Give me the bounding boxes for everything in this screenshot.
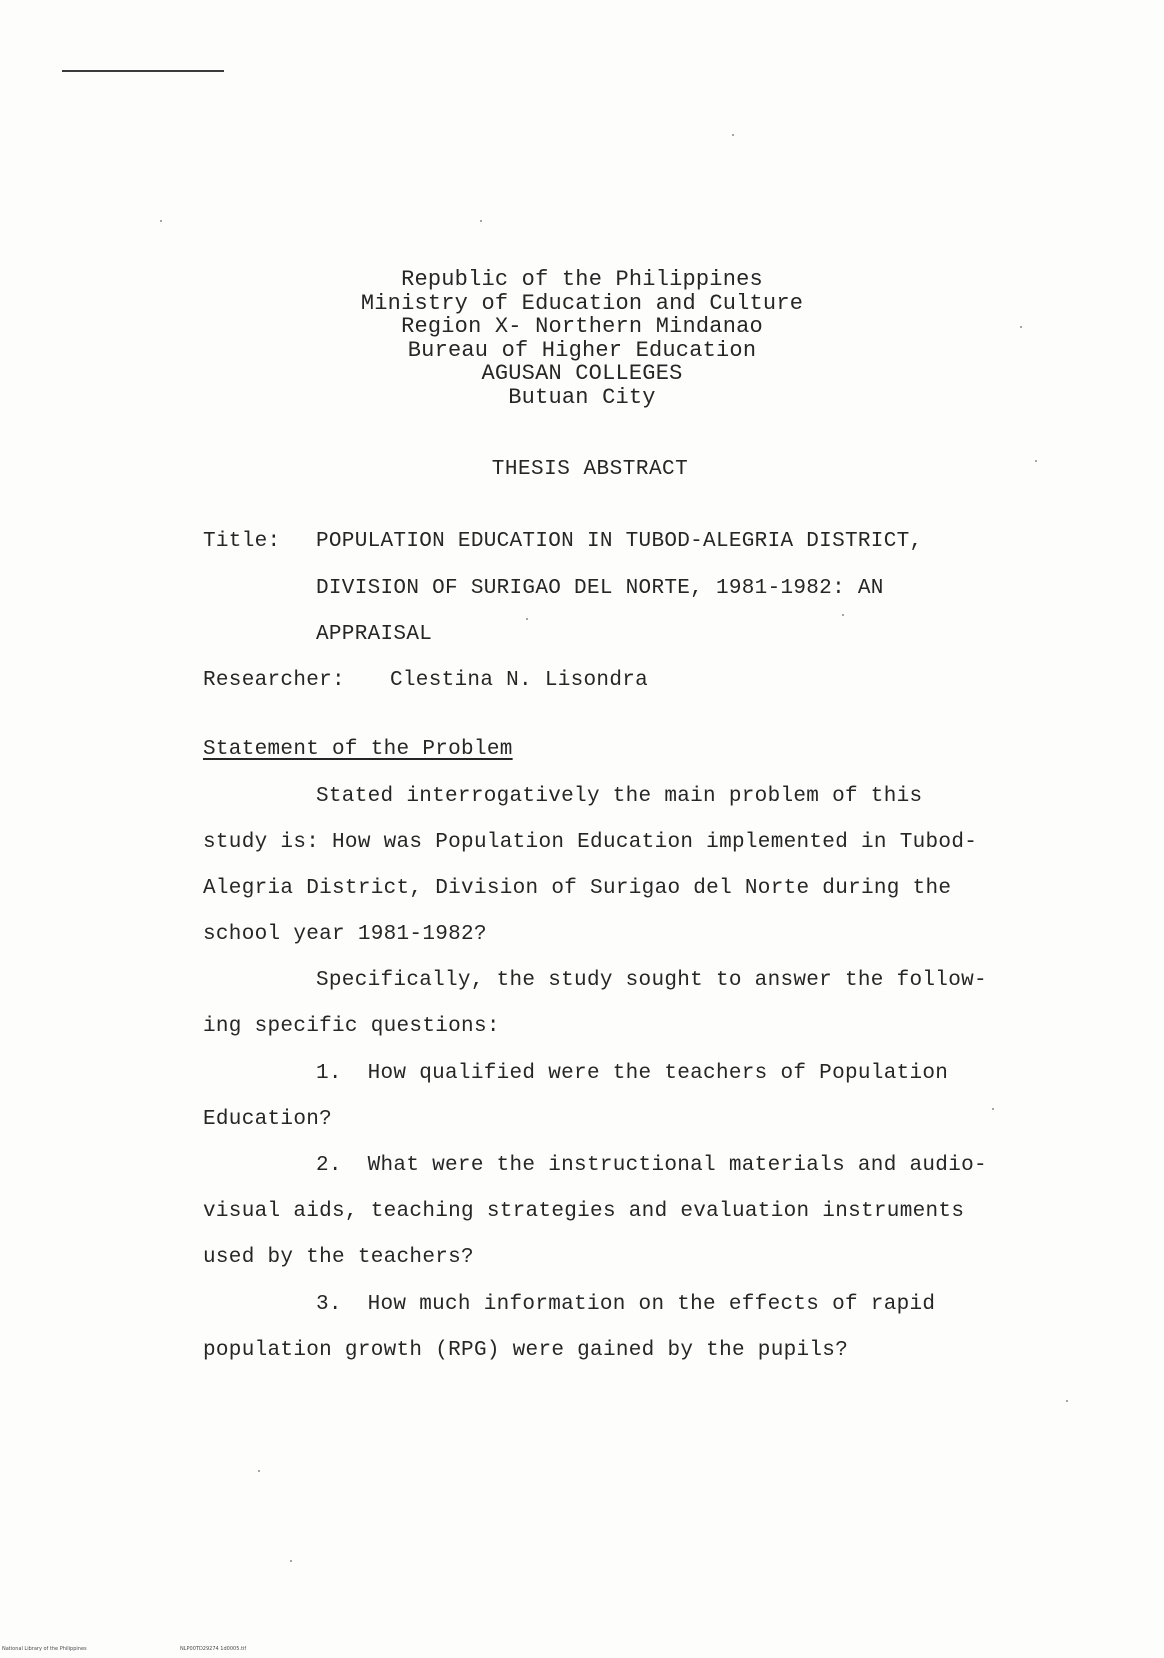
footer-library: National Library of the Philippines <box>2 1646 87 1652</box>
paragraph-line: Specifically, the study sought to answer the follow- <box>316 969 987 992</box>
paragraph-line: school year 1981-1982? <box>203 923 487 946</box>
scan-speck <box>480 220 482 222</box>
question-line: 1. How qualified were the teachers of Population <box>316 1062 949 1085</box>
question-line: 3. How much information on the effects of rapid <box>316 1293 936 1316</box>
question-line: population growth (RPG) were gained by the pupils? <box>203 1339 849 1362</box>
paragraph-line: study is: How was Population Education implemented in Tubod- <box>203 831 978 854</box>
letterhead-line: Butuan City <box>508 384 656 410</box>
paragraph-line: ing specific questions: <box>203 1015 500 1038</box>
scan-speck <box>526 618 528 620</box>
scan-speck <box>258 1470 260 1472</box>
section-heading: Statement of the Problem <box>203 738 513 761</box>
question-line: used by the teachers? <box>203 1246 474 1269</box>
scan-speck <box>842 614 844 616</box>
scan-speck <box>992 1108 994 1110</box>
scan-speck <box>732 134 734 136</box>
question-line: Education? <box>203 1108 333 1131</box>
title-line: APPRAISAL <box>316 623 433 646</box>
top-rule <box>62 70 224 72</box>
scan-speck <box>290 1560 292 1562</box>
title-label: Title: <box>203 530 281 553</box>
paragraph-line: Stated interrogatively the main problem of this <box>316 785 923 808</box>
letterhead-line: Bureau of Higher Education <box>407 337 757 363</box>
title-line: DIVISION OF SURIGAO DEL NORTE, 1981-1982: AN <box>316 577 884 600</box>
scan-speck <box>160 220 162 222</box>
letterhead-line: Ministry of Education and Culture <box>360 290 804 316</box>
paragraph-line: Alegria District, Division of Surigao del Norte during the <box>203 877 952 900</box>
scan-speck <box>1066 1400 1068 1402</box>
letterhead-line: Region X- Northern Mindanao <box>401 314 763 339</box>
letterhead-line: AGUSAN COLLEGES <box>481 361 683 386</box>
title-line: POPULATION EDUCATION IN TUBOD-ALEGRIA DISTRICT, <box>316 530 923 553</box>
question-line: 2. What were the instructional materials and audio- <box>316 1154 987 1177</box>
letterhead-line: Republic of the Philippines <box>401 267 763 292</box>
question-line: visual aids, teaching strategies and evaluation instruments <box>203 1200 965 1223</box>
researcher-label: Researcher: <box>203 669 345 692</box>
researcher-name: Clestina N. Lisondra <box>390 669 649 692</box>
footer-filename: NLP00TD29274 1d0005.tif <box>180 1646 247 1652</box>
document-heading: THESIS ABSTRACT <box>491 458 689 481</box>
letterhead <box>0 268 1164 409</box>
